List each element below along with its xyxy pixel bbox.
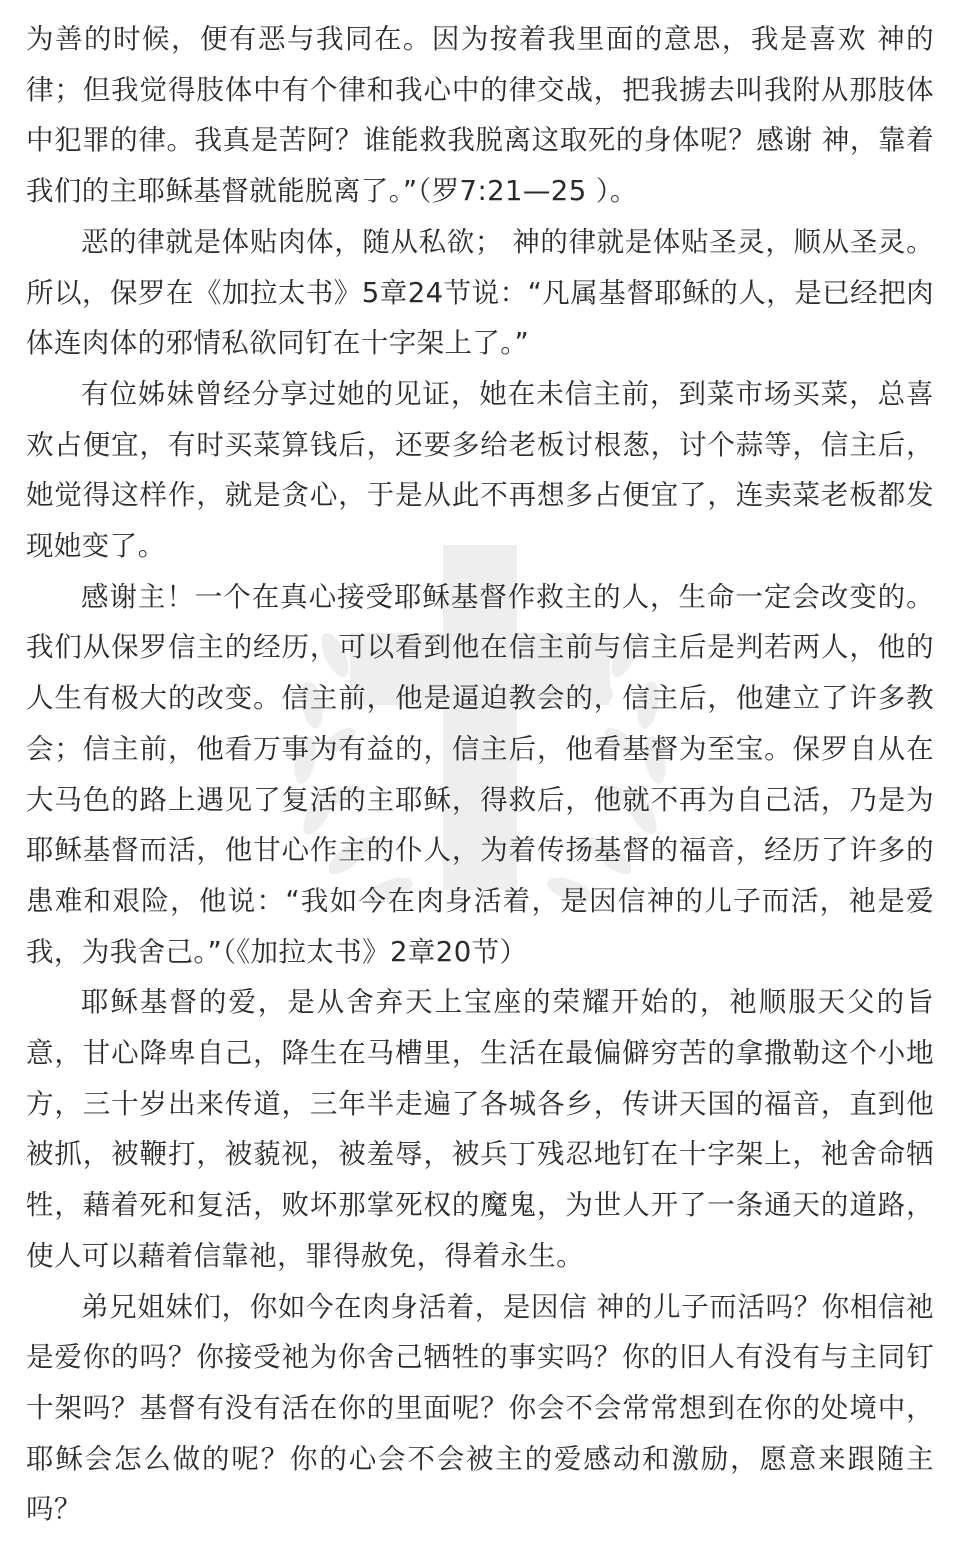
paragraph-law-of-sin: 恶的律就是体贴肉体，随从私欲； 神的律就是体贴圣灵，顺从圣灵。所以，保罗在《加拉太书》5章24节说：“凡属基督耶稣的人，是已经把肉体连肉体的邪情私欲同钉在十字架上了。” [26, 225, 934, 360]
paragraph-paul-changed-life: 感谢主！一个在真心接受耶稣基督作救主的人，生命一定会改变的。我们从保罗信主的经历，可以看到他在信主前与信主后是判若两人，他的人生有极大的改变。信主前，他是逼迫教会的，信主后，他建立了许多教会；信主前，他看万事为有益的，信主后，他看基督为至宝。保罗自从在大马色的路上遇见了复活的主耶稣，得救后，他就不再为自己活，乃是为耶稣基督而活，他甘心作主的仆人，为着传扬基督的福音，经历了许多的患难和艰险，他说：“我如今在肉身活着，是因信神的儿子而活，祂是爱我，为我舍己。”（《加拉太书》2章20节） [26, 580, 934, 968]
paragraph-love-of-jesus: 耶稣基督的爱，是从舍弃天上宝座的荣耀开始的，祂顺服天父的旨意，甘心降卑自己，降生在马槽里，生活在最偏僻穷苦的拿撒勒这个小地方，三十岁出来传道，三年半走遍了各城各乡，传讲天国的福音，直到他被抓，被鞭打，被藐视，被羞辱，被兵丁残忍地钉在十字架上，祂舍命牺牲，藉着死和复活，败坏那掌死权的魔鬼，为世人开了一条通天的道路，使人可以藉着信靠祂，罪得赦免，得着永生。 [26, 986, 934, 1272]
paragraph-closing-questions: 弟兄姐妹们，你如今在肉身活着，是因信 神的儿子而活吗？你相信祂是爱你的吗？你接受祂为你舍己牺牲的事实吗？你的旧人有没有与主同钉十架吗？基督有没有活在你的里面呢？你会不会常常想到在你的处境中，耶稣会怎么做的呢？你的心会不会被主的爱感动和激励，愿意来跟随主吗？ [26, 1290, 934, 1526]
paragraph-sister-testimony: 有位姊妹曾经分享过她的见证，她在未信主前，到菜市场买菜，总喜欢占便宜，有时买菜算钱后，还要多给老板讨根葱，讨个蒜等，信主后，她觉得这样作，就是贪心，于是从此不再想多占便宜了，连卖菜老板都发现她变了。 [26, 377, 934, 563]
paragraph-romans-quote-end: 为善的时候，便有恶与我同在。因为按着我里面的意思，我是喜欢 神的律；但我觉得肢体中有个律和我心中的律交战，把我掳去叫我附从那肢体中犯罪的律。我真是苦阿？谁能救我脱离这取死的身体呢？感谢 神，靠着我们的主耶稣基督就能脱离了。”（罗7:21—25 ）。 [26, 23, 934, 208]
